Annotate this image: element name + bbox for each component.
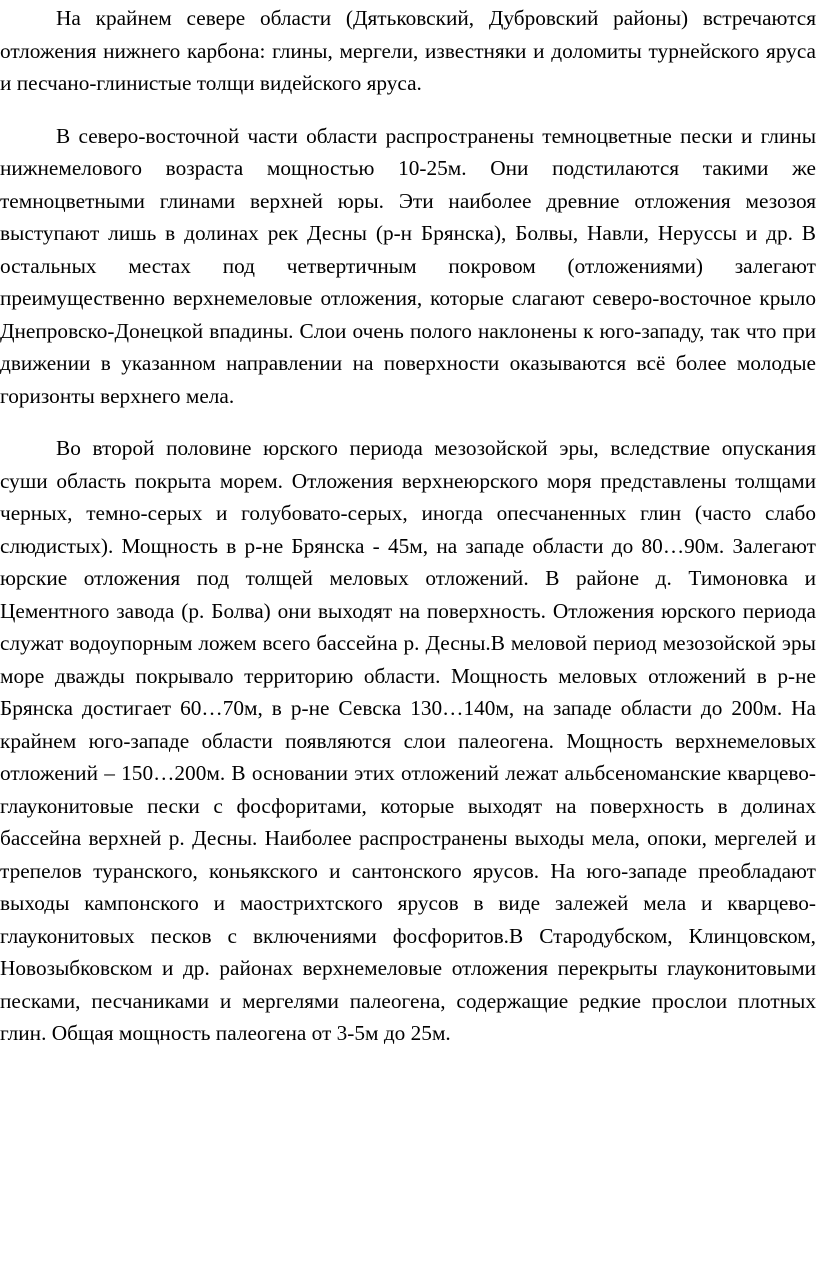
document-page (0, 2, 816, 1050)
paragraph-cretaceous-northeast: В северо-восточной части области распространены темноцветные пески и глины нижнемелового возраста мощностью 10-25м. Они подстилаются такими же темноцветными глинами верхней юры. Эти наиболее древние отложения мезозоя выступают лишь в долинах рек Десны (р-н Брянска), Болвы, Навли, Неруссы и др. В остальных местах под четвертичным покровом (отложениями) залегают преимущественно верхнемеловые отложения, которые слагают северо-восточное крыло Днепровско-Донецкой впадины. Слои очень полого наклонены к юго-западу, так что при движении в указанном направлении на поверхности оказываются всё более молодые горизонты верхнего мела. (0, 123, 816, 408)
paragraph-carboniferous: На крайнем севере области (Дятьковский, Дубровский районы) встречаются отложения нижнего карбона: глины, мергели, известняки и доломиты турнейского яруса и песчано-глинистые толщи видейского яруса. (0, 6, 816, 95)
paragraph-jurassic-cretaceous: Во второй половине юрского периода мезозойской эры, вследствие опускания суши область покрыта морем. Отложения верхнеюрского моря представлены толщами черных, темно-серых и голубовато-серых, иногда опесчаненных глин (часто слабо слюдистых). Мощность в р-не Брянска - 45м, на западе области до 80…90м. Залегают юрские отложения под толщей меловых отложений. В районе д. Тимоновка и Цементного завода (р. Болва) они выходят на поверхность. Отложения юрского периода служат водоупорным ложем всего бассейна р. Десны.В меловой период мезозойской эры море дважды покрывало территорию области. Мощность меловых отложений в р-не Брянска достигает 60…70м, в р-не Севска 130…140м, на западе области до 200м. На крайнем юго-западе области появляются слои палеогена. Мощность верхнемеловых отложений – 150…200м. В основании этих отложений лежат альбсеноманские кварцево-глауконитовые пески с фосфоритами, которые выходят на поверхность в долинах бассейна верхней р. Десны. Наиболее распространены выходы мела, опоки, мергелей и трепелов туранского, коньякского и сантонского ярусов. На юго-западе преобладают выходы кампонского и маострихтского ярусов в виде залежей мела и кварцево-глауконитовых песков с включениями фосфоритов.В Стародубском, Клинцовском, Новозыбковском и др. районах верхнемеловые отложения перекрыты глауконитовыми песками, песчаниками и мергелями палеогена, содержащие редкие прослои плотных глин. Общая мощность палеогена от 3-5м до 25м. (0, 436, 816, 1045)
